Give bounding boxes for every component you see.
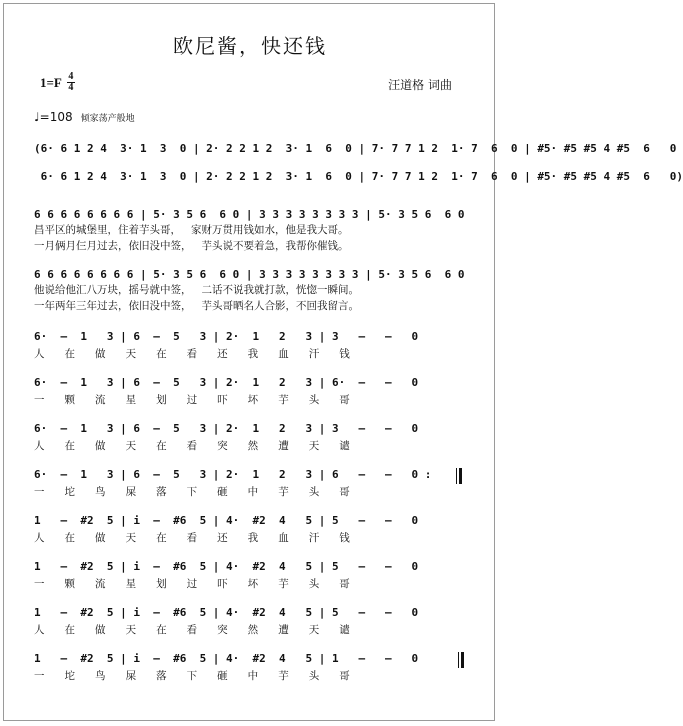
refrain-notes: 6· – 1 3 | 6 – 5 3 | 2· 1 2 3 | 3 – – 0 [34, 422, 419, 435]
tempo-marking [34, 110, 135, 124]
refrain-notes: 1 – #2 5 | i – #6 5 | 4· #2 4 5 | 5 – – 0 [34, 560, 419, 573]
verse-1-lyric-1: 昌平区的城堡里，住着芋头哥， 家财万贯用钱如水，他是我大哥。 [34, 224, 349, 236]
final-barline-thick [461, 652, 464, 668]
tempo-expression: 倾家荡产般地 [80, 113, 135, 124]
refrain-notes: 1 – #2 5 | i – #6 5 | 4· #2 4 5 | 5 – – 0 [34, 606, 419, 619]
refrain-notes: 1 – #2 5 | i – #6 5 | 4· #2 4 5 | 1 – – 0 [34, 652, 419, 665]
verse-1-lyric-2: 一月俩月仨月过去，依旧没中签， 芋头说不要着急，我帮你催钱。 [34, 240, 349, 252]
song-title: 欧尼酱，快还钱 [173, 34, 327, 58]
repeat-barline-thick [459, 468, 462, 484]
time-signature-top: 4 [68, 71, 74, 82]
refrain-lyric: 一 颗 流 星 划 过 吓 坏 芋 头 哥 [34, 578, 350, 590]
refrain-lyric: 一 坨 鸟 屎 落 下 砸 中 芋 头 哥 [34, 486, 350, 498]
refrain-lyric: 人 在 做 天 在 看 突 然 遭 天 谴 [34, 624, 350, 636]
refrain-lyric: 人 在 做 天 在 看 还 我 血 汗 钱 [34, 348, 350, 360]
refrain-lyric: 人 在 做 天 在 看 突 然 遭 天 谴 [34, 440, 350, 452]
refrain-lyric: 人 在 做 天 在 看 还 我 血 汗 钱 [34, 532, 350, 544]
verse-1-notes: 6 6 6 6 6 6 6 6 | 5· 3 5 6 6 0 | 3 3 3 3 3 3 3 3 | 5· 3 5 6 6 0 [34, 208, 465, 221]
composer-credit: 汪道格 词曲 [388, 78, 452, 92]
intro-line-2 [34, 170, 683, 192]
time-signature-bottom: 4 [68, 82, 74, 93]
tempo-value: ♩=108 [34, 110, 73, 124]
key-signature [40, 72, 75, 93]
refrain-lyric: 一 坨 鸟 屎 落 下 砸 中 芋 头 哥 [34, 670, 350, 682]
verse-2-lyric-1: 他说给他汇八万块，摇号就中签， 二话不说我就打款，恍惚一瞬间。 [34, 284, 360, 296]
time-signature [67, 72, 75, 93]
key-label: 1=F [40, 74, 62, 90]
final-barline-thin [458, 652, 459, 668]
intro-notes-2: 6· 6 1 2 4 3· 1 3 0 | 2· 2 2 1 2 3· 1 6 0 | 7· 7 7 1 2 1· 7 6 0 | #5· #5 #5 4 #5 6 0) [34, 170, 683, 183]
refrain-notes: 6· – 1 3 | 6 – 5 3 | 2· 1 2 3 | 6· – – 0 [34, 376, 419, 389]
repeat-barline-thin [456, 468, 457, 484]
verse-2-lyric-2: 一年两年三年过去，依旧没中签， 芋头哥晒名人合影，不回我留言。 [34, 300, 360, 312]
verse-2-notes: 6 6 6 6 6 6 6 6 | 5· 3 5 6 6 0 | 3 3 3 3 3 3 3 3 | 5· 3 5 6 6 0 [34, 268, 465, 281]
refrain-notes: 6· – 1 3 | 6 – 5 3 | 2· 1 2 3 | 3 – – 0 [34, 330, 419, 343]
intro-notes-1: (6· 6 1 2 4 3· 1 3 0 | 2· 2 2 1 2 3· 1 6 0 | 7· 7 7 1 2 1· 7 6 0 | #5· #5 #5 4 #5 6 0 [34, 142, 677, 155]
intro-line-1 [34, 142, 677, 164]
refrain-notes: 1 – #2 5 | i – #6 5 | 4· #2 4 5 | 5 – – 0 [34, 514, 419, 527]
refrain-notes: 6· – 1 3 | 6 – 5 3 | 2· 1 2 3 | 6 – – 0 : [34, 468, 432, 481]
refrain-lyric: 一 颗 流 星 划 过 吓 坏 芋 头 哥 [34, 394, 350, 406]
